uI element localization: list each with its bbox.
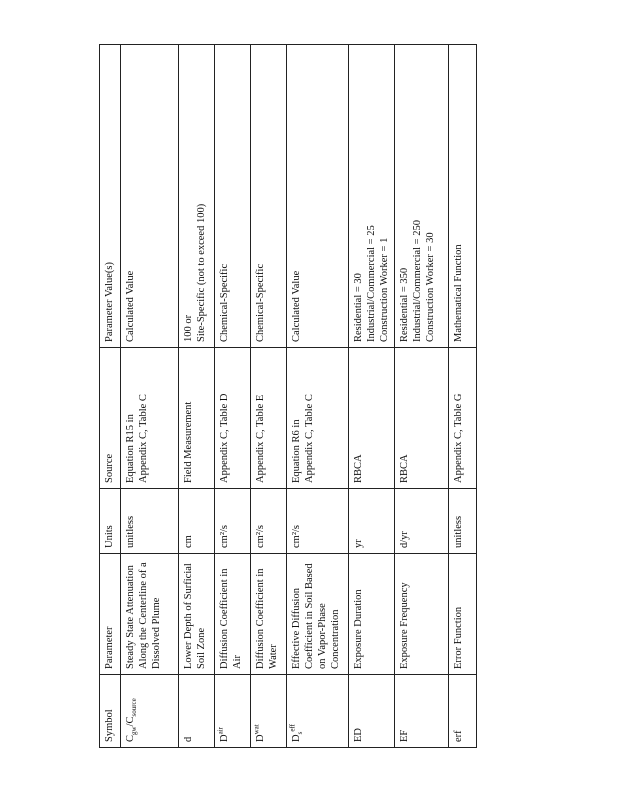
parameter-line: Along the Centerline of a — [138, 562, 149, 669]
table-row — [251, 45, 287, 748]
symbol-mid: /C — [125, 716, 136, 727]
symbol-sub2: source — [130, 698, 139, 717]
parameter-line: Air — [232, 655, 243, 669]
units-value: cm²/s — [255, 525, 266, 548]
value-line: Chemical-Specific — [255, 263, 266, 342]
symbol-base: D — [255, 734, 266, 742]
value-line: Residential = 350 — [399, 267, 410, 342]
units-cell — [287, 489, 349, 554]
parameter-cell — [395, 554, 449, 675]
source-line: Equation R6 in — [291, 419, 302, 483]
parameter-line: Coefficient in Soil Based — [304, 563, 315, 669]
source-cell — [287, 348, 349, 489]
units-cell — [349, 489, 395, 554]
values-cell — [449, 45, 477, 348]
symbol-sup: eff — [288, 724, 297, 732]
symbol-sup: air — [216, 727, 225, 735]
symbol-cell — [449, 675, 477, 748]
parameter-line: on Vapor-Phase — [317, 603, 328, 669]
symbol-base: EF — [399, 729, 410, 742]
source-line: RBCA — [399, 454, 410, 483]
parameter-line: Water — [268, 644, 279, 669]
values-cell — [215, 45, 251, 348]
value-line: Residential = 30 — [353, 273, 364, 342]
source-line: Appendix C, Table D — [219, 393, 230, 483]
header-source: Source — [100, 348, 121, 489]
symbol-cell — [215, 675, 251, 748]
table-row — [449, 45, 477, 748]
parameter-cell — [121, 554, 179, 675]
symbol-cell — [251, 675, 287, 748]
units-value: yr — [353, 539, 364, 548]
source-line: RBCA — [353, 454, 364, 483]
header-units: Units — [100, 489, 121, 554]
symbol-cell — [121, 675, 179, 748]
symbol-base: erf — [453, 730, 464, 742]
value-line: Chemical-Specific — [219, 263, 230, 342]
units-cell — [449, 489, 477, 554]
value-line: Construction Worker = 30 — [425, 232, 436, 342]
source-cell — [449, 348, 477, 489]
parameter-line: Effective Diffusion — [291, 588, 302, 669]
values-cell — [179, 45, 215, 348]
symbol-base: ED — [353, 728, 364, 742]
source-line: Appendix C, Table C — [304, 394, 315, 483]
values-cell — [287, 45, 349, 348]
symbol-base: D — [291, 734, 302, 742]
value-line: Mathematical Function — [453, 244, 464, 342]
parameter-cell — [287, 554, 349, 675]
table-body — [121, 45, 477, 748]
table-row — [287, 45, 349, 748]
parameter-cell — [349, 554, 395, 675]
header-parameter: Parameter — [100, 554, 121, 675]
parameter-line: Lower Depth of Surficial — [183, 563, 194, 669]
source-line: Appendix C, Table C — [138, 394, 149, 483]
value-line: Calculated Value — [291, 270, 302, 342]
header-row — [100, 45, 121, 748]
units-cell — [215, 489, 251, 554]
units-cell — [179, 489, 215, 554]
parameter-line: Exposure Frequency — [399, 582, 410, 669]
value-line: Construction Worker = 1 — [379, 237, 390, 342]
parameter-cell — [179, 554, 215, 675]
source-line: Appendix C, Table G — [453, 393, 464, 483]
table-row — [395, 45, 449, 748]
values-cell — [349, 45, 395, 348]
symbol-sub: gw — [130, 726, 139, 735]
source-cell — [349, 348, 395, 489]
source-line: Appendix C, Table E — [255, 394, 266, 483]
header-values: Parameter Value(s) — [100, 45, 121, 348]
rotated-page — [99, 100, 464, 748]
symbol-base: C — [125, 734, 136, 742]
source-cell — [121, 348, 179, 489]
table-row — [121, 45, 179, 748]
symbol-cell — [179, 675, 215, 748]
parameter-line: Concentration — [330, 609, 341, 669]
source-line: Field Measurement — [183, 401, 194, 483]
value-line: Calculated Value — [125, 270, 136, 342]
symbol-cell — [287, 675, 349, 748]
table-row — [349, 45, 395, 748]
units-value: cm — [183, 535, 194, 548]
parameter-cell — [449, 554, 477, 675]
units-cell — [121, 489, 179, 554]
values-cell — [121, 45, 179, 348]
units-value: unitless — [453, 515, 464, 548]
parameter-line: Exposure Duration — [353, 589, 364, 669]
symbol-sub: s — [296, 731, 305, 735]
values-cell — [395, 45, 449, 348]
table-row — [215, 45, 251, 748]
source-cell — [215, 348, 251, 489]
source-cell — [395, 348, 449, 489]
parameter-line: Diffusion Coefficient in — [255, 568, 266, 669]
units-value: unitless — [125, 515, 136, 548]
parameter-cell — [215, 554, 251, 675]
parameter-cell — [251, 554, 287, 675]
symbol-base: d — [183, 736, 194, 742]
values-cell — [251, 45, 287, 348]
source-line: Equation R15 in — [125, 414, 136, 483]
symbol-base: D — [219, 734, 230, 742]
units-value: cm²/s — [291, 525, 302, 548]
symbol-cell — [395, 675, 449, 748]
value-line: Industrial/Commercial = 250 — [412, 220, 423, 342]
value-line: Site-Specific (not to exceed 100) — [196, 203, 207, 342]
parameter-line: Diffusion Coefficient in — [219, 568, 230, 669]
symbol-cell — [349, 675, 395, 748]
value-line: Industrial/Commercial = 25 — [366, 225, 377, 342]
parameter-line: Soil Zone — [196, 627, 207, 669]
units-value: d/yr — [399, 531, 410, 548]
parameter-line: Steady State Attenuation — [125, 565, 136, 669]
units-cell — [395, 489, 449, 554]
header-symbol: Symbol — [100, 675, 121, 748]
value-line: 100 or — [183, 314, 194, 342]
source-cell — [179, 348, 215, 489]
table-row — [179, 45, 215, 748]
symbol-sup: wat — [252, 724, 261, 735]
units-value: cm²/s — [219, 525, 230, 548]
source-cell — [251, 348, 287, 489]
parameter-table — [99, 44, 477, 748]
parameter-line: Dissolved Plume — [151, 597, 162, 669]
units-cell — [251, 489, 287, 554]
parameter-line: Error Function — [453, 606, 464, 669]
